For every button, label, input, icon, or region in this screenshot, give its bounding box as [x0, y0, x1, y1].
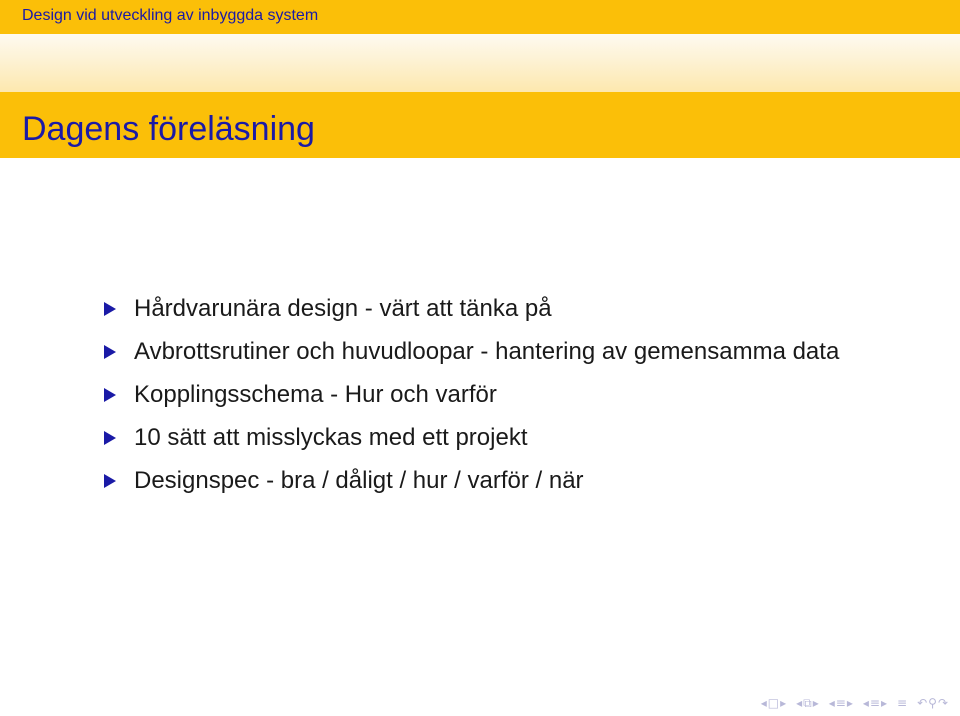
bullet-text: 10 sätt att misslyckas med ett projekt — [134, 424, 528, 451]
gradient-band — [0, 34, 960, 92]
nav-subsection-forward-icon[interactable]: ▸ — [812, 696, 819, 710]
nav-section-back-icon[interactable]: ◂ — [828, 696, 835, 710]
bullet-triangle-icon — [104, 302, 116, 316]
bullet-text: Designspec - bra / dåligt / hur / varför / när — [134, 467, 584, 494]
nav-subsection-icon[interactable]: ≡ — [835, 696, 846, 710]
nav-group-section — [863, 696, 887, 710]
bullet-item — [104, 292, 864, 326]
bullet-item — [104, 378, 864, 412]
nav-group-subsection — [829, 696, 853, 710]
nav-frame-forward-icon[interactable]: ▸ — [780, 696, 787, 710]
bullet-text: Hårdvarunära design - värt att tänka på — [134, 295, 552, 322]
presentation-title: Design vid utveckling av inbyggda system — [22, 7, 319, 24]
bullet-triangle-icon — [104, 474, 116, 488]
nav-frame-back-icon[interactable]: □ — [767, 696, 780, 710]
nav-group-align — [897, 696, 907, 710]
nav-search-icon[interactable]: ⚲ — [928, 696, 937, 710]
frame-title-bar — [0, 92, 960, 158]
nav-section-icon[interactable]: ≡ — [869, 696, 880, 710]
nav-group-tools — [917, 696, 948, 710]
nav-align-icon[interactable]: ≡ — [897, 696, 908, 710]
nav-first-icon[interactable]: ◂ — [760, 696, 767, 710]
frame-title: Dagens föreläsning — [22, 110, 315, 148]
nav-group-slide — [761, 696, 786, 710]
bullet-triangle-icon — [104, 388, 116, 402]
bullet-text: Avbrottsrutiner och huvudloopar - hantering av gemensamma data — [134, 338, 840, 365]
nav-subsection-back-icon[interactable]: ◂ — [796, 696, 803, 710]
bullet-triangle-icon — [104, 345, 116, 359]
bullet-list — [104, 292, 864, 507]
nav-section-forward-icon[interactable]: ▸ — [846, 696, 853, 710]
bullet-item — [104, 421, 864, 455]
bullet-triangle-icon — [104, 431, 116, 445]
bullet-item — [104, 464, 864, 498]
nav-frames-icon[interactable]: ⧉ — [803, 696, 812, 710]
headline-bar — [0, 0, 960, 34]
nav-undo-icon[interactable]: ↷ — [937, 696, 948, 710]
beamer-navigation-bar — [753, 696, 948, 710]
nav-group-frame — [796, 696, 819, 710]
bullet-text: Kopplingsschema - Hur och varför — [134, 381, 497, 408]
nav-back-icon[interactable]: ↶ — [917, 696, 928, 710]
bullet-item — [104, 335, 864, 369]
nav-section-prev-icon[interactable]: ◂ — [862, 696, 869, 710]
nav-section-next-icon[interactable]: ▸ — [880, 696, 888, 710]
